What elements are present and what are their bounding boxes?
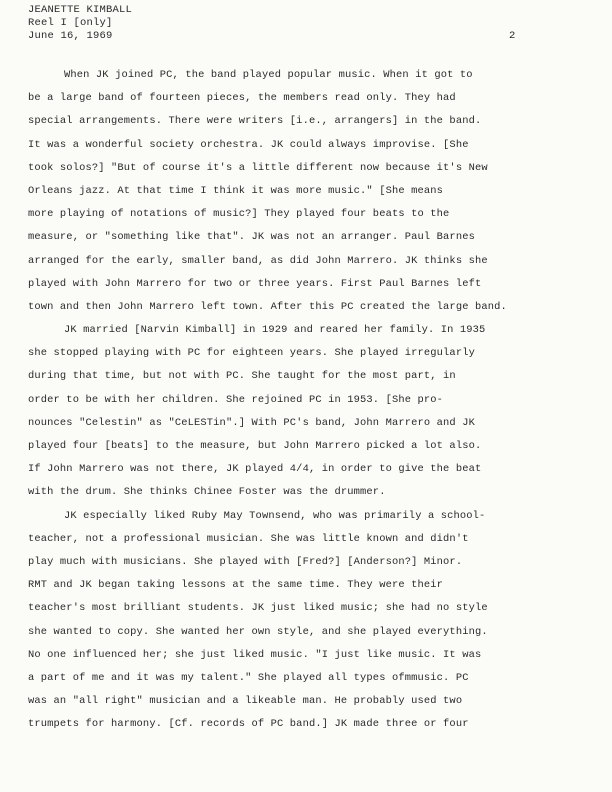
transcript-body	[28, 64, 588, 736]
reel-label: Reel I [only]	[28, 17, 113, 29]
document-header	[28, 4, 132, 43]
text-line: No one influenced her; she just liked music. "I just like music. It was	[28, 648, 482, 661]
page-number: 2	[509, 30, 516, 42]
text-line: trumpets for harmony. [Cf. records of PC band.] JK made three or four	[28, 718, 469, 731]
text-line: teacher, not a professional musician. She was little known and didn't	[28, 532, 469, 545]
text-line: was an "all right" musician and a likeable man. He probably used two	[28, 695, 463, 708]
interview-date: June 16, 1969	[28, 30, 113, 42]
text-line: took solos?] "But of course it's a little different now because it's New	[28, 161, 488, 174]
text-line: If John Marrero was not there, JK played 4/4, in order to give the beat	[28, 463, 482, 476]
text-line: special arrangements. There were writers [i.e., arrangers] in the band.	[28, 115, 482, 128]
text-line: Orleans jazz. At that time I think it was more music." [She means	[28, 184, 444, 197]
text-line: be a large band of fourteen pieces, the members read only. They had	[28, 92, 456, 105]
text-line: It was a wonderful society orchestra. JK could always improvise. [She	[28, 138, 469, 151]
text-line: arranged for the early, smaller band, as did John Marrero. JK thinks she	[28, 254, 488, 267]
text-line: she stopped playing with PC for eighteen years. She played irregularly	[28, 347, 475, 360]
text-line: teacher's most brilliant students. JK just liked music; she had no style	[28, 602, 488, 615]
interviewee-name: JEANETTE KIMBALL	[28, 4, 133, 16]
paragraph	[28, 319, 588, 505]
text-line: play much with musicians. She played with [Fred?] [Anderson?] Minor.	[28, 555, 463, 568]
text-line: JK especially liked Ruby May Townsend, who was primarily a school-	[64, 509, 486, 522]
text-line: more playing of notations of music?] They played four beats to the	[28, 208, 450, 221]
text-line: played four [beats] to the measure, but John Marrero picked a lot also.	[28, 440, 482, 452]
text-line: nounces "Celestin" as "CeLESTin".] With PC's band, John Marrero and JK	[28, 416, 475, 429]
text-line: JK married [Narvin Kimball] in 1929 and reared her family. In 1935	[64, 324, 486, 337]
text-line: during that time, but not with PC. She taught for the most part, in	[28, 370, 456, 383]
text-line: a part of me and it was my talent." She played all types ofmmusic. PC	[28, 671, 469, 684]
text-line: with the drum. She thinks Chinee Foster was the drummer.	[28, 486, 386, 499]
text-line: RMT and JK began taking lessons at the same time. They were their	[28, 579, 444, 592]
paragraph	[28, 64, 588, 319]
text-line: played with John Marrero for two or three years. First Paul Barnes left	[28, 277, 482, 290]
text-line: order to be with her children. She rejoined PC in 1953. [She pro-	[28, 393, 444, 406]
paragraph	[28, 505, 588, 737]
text-line: she wanted to copy. She wanted her own style, and she played everything.	[28, 625, 488, 638]
text-line: measure, or "something like that". JK was not an arranger. Paul Barnes	[28, 231, 475, 244]
text-line: When JK joined PC, the band played popular music. When it got to	[64, 69, 473, 81]
text-line: town and then John Marrero left town. After this PC created the large band.	[28, 300, 507, 313]
